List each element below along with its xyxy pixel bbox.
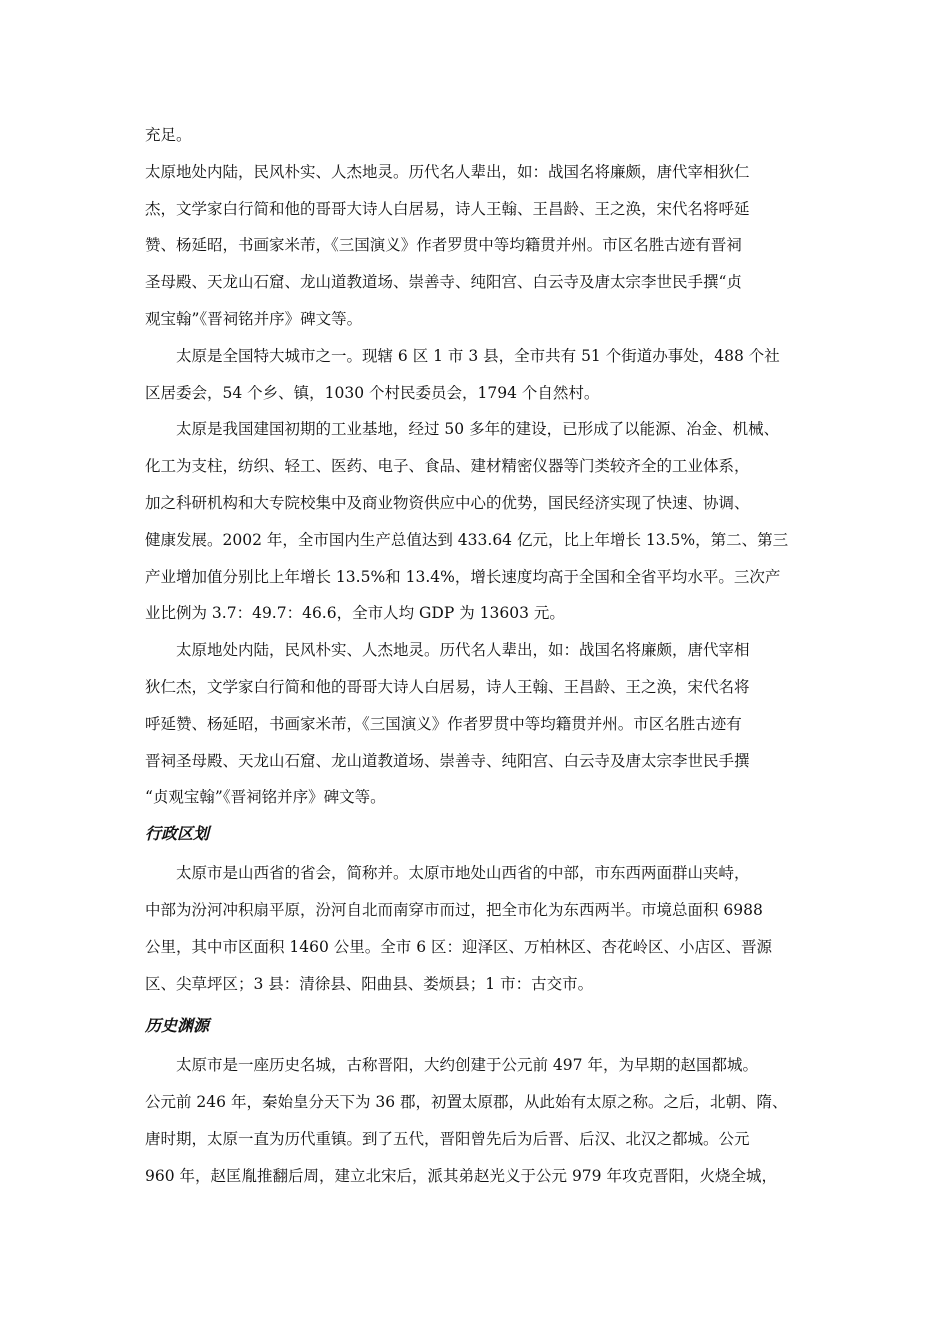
paragraph-history <box>145 1047 815 1194</box>
paragraph-industry <box>145 411 815 632</box>
text-line: 中部为汾河冲积扇平原，汾河自北而南穿市而过，把全市化为东西两半。市境总面积 6988 <box>145 900 763 919</box>
paragraph-city-scale <box>145 338 815 412</box>
text-line: 公元前 246 年，秦始皇分天下为 36 郡，初置太原郡，从此始有太原之称。之后，北朝、隋、 <box>145 1093 788 1112</box>
text-line: 太原地处内陆，民风朴实、人杰地灵。历代名人辈出，如：战国名将廉颇，唐代宰相 <box>145 641 750 660</box>
text-line: 赞、杨延昭，书画家米芾，《三国演义》作者罗贯中等均籍贯并州。市区名胜古迹有晋祠 <box>145 236 742 255</box>
text-line: 唐时期，太原一直为历代重镇。到了五代，晋阳曾先后为后晋、后汉、北汉之都城。公元 <box>145 1129 750 1148</box>
text-line: 加之科研机构和大专院校集中及商业物资供应中心的优势，国民经济实现了快速、协调、 <box>145 493 750 512</box>
text-line: 健康发展。2002 年，全市国内生产总值达到 433.64 亿元，比上年增长 13.5%，第二、第三 <box>145 530 789 549</box>
text-line: 化工为支柱，纺织、轻工、医药、电子、食品、建材精密仪器等门类较齐全的工业体系， <box>145 457 750 476</box>
text-line: 杰，文学家白行简和他的哥哥大诗人白居易，诗人王翰、王昌龄、王之涣，宋代名将呼延 <box>145 199 750 218</box>
text-line: 太原市是一座历史名城，古称晋阳，大约创建于公元前 497 年，为早期的赵国都城。 <box>145 1056 758 1075</box>
paragraph-intro-fragment <box>145 117 815 154</box>
text-line: 晋祠圣母殿、天龙山石窟、龙山道教道场、崇善寺、纯阳宫、白云寺及唐太宗李世民手撰 <box>145 751 750 770</box>
text-line: 呼延赞、杨延昭，书画家米芾，《三国演义》作者罗贯中等均籍贯并州。市区名胜古迹有 <box>145 714 742 733</box>
text-line: 太原市是山西省的省会，简称并。太原市地处山西省的中部，市东西两面群山夹峙， <box>145 864 750 883</box>
text-line: 狄仁杰，文学家白行简和他的哥哥大诗人白居易，诗人王翰、王昌龄、王之涣，宋代名将 <box>145 677 750 696</box>
text-line: 圣母殿、天龙山石窟、龙山道教道场、崇善寺、纯阳宫、白云寺及唐太宗李世民手撰“贞 <box>145 273 742 292</box>
text-line: “贞观宝翰”《晋祠铭并序》碑文等。 <box>145 788 386 807</box>
text-line: 太原地处内陆，民风朴实、人杰地灵。历代名人辈出，如：战国名将廉颇，唐代宰相狄仁 <box>145 162 750 181</box>
text-line: 太原是全国特大城市之一。现辖 6 区 1 市 3 县，全市共有 51 个街道办事处，488 个社 <box>145 346 780 365</box>
text-line: 产业增加值分别比上年增长 13.5%和 13.4%，增长速度均高于全国和全省平均水平。三次产 <box>145 567 781 586</box>
document-body <box>145 117 815 1195</box>
paragraph-famous-people <box>145 154 815 338</box>
text-line: 观宝翰”《晋祠铭并序》碑文等。 <box>145 309 363 328</box>
text-line: 太原是我国建国初期的工业基地，经过 50 多年的建设，已形成了以能源、冶金、机械、 <box>145 420 780 439</box>
paragraph-administrative-division <box>145 855 815 1002</box>
section-heading-administrative-division: 行政区划 <box>145 824 210 844</box>
section-heading-history: 历史渊源 <box>145 1016 210 1036</box>
text-line: 区居委会，54 个乡、镇，1030 个村民委员会，1794 个自然村。 <box>145 383 600 402</box>
text-line: 区、尖草坪区；3 县：清徐县、阳曲县、娄烦县；1 市：古交市。 <box>145 974 594 993</box>
paragraph-famous-people-repeat <box>145 632 815 816</box>
text-line: 公里，其中市区面积 1460 公里。全市 6 区：迎泽区、万柏林区、杏花岭区、小店区、晋源 <box>145 937 773 956</box>
text-line: 充足。 <box>145 126 192 144</box>
text-line: 业比例为 3.7：49.7：46.6，全市人均 GDP 为 13603 元。 <box>145 604 565 623</box>
text-line: 960 年，赵匡胤推翻后周，建立北宋后，派其弟赵光义于公元 979 年攻克晋阳，火烧全城， <box>145 1166 777 1185</box>
